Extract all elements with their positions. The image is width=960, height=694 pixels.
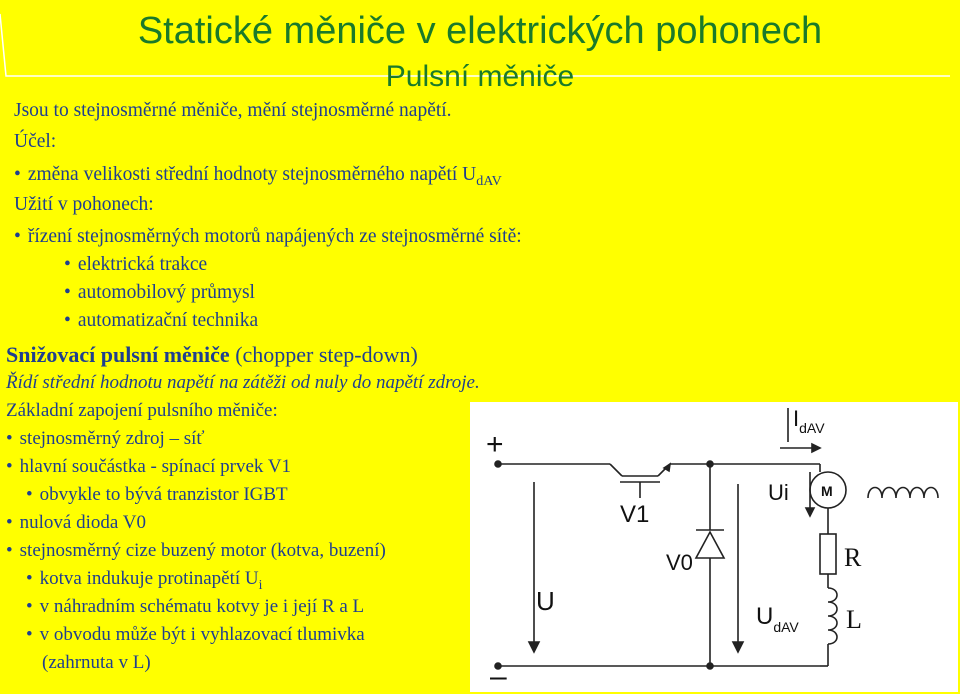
emf-label: Ui <box>768 480 789 505</box>
basic-item-1: • stejnosměrný zdroj – síť <box>6 428 205 450</box>
slide-subtitle <box>0 60 960 94</box>
switch-v1-symbol <box>610 464 670 498</box>
resistor-label: R <box>844 543 862 572</box>
section-description: Řídí střední hodnotu napětí na zátěži od nuly do napětí zdroje. <box>6 372 480 393</box>
basic-item-4: • nulová dioda V0 <box>6 512 146 534</box>
equivalent-item: • v náhradním schématu kotvy je i její R a L <box>26 596 364 618</box>
plus-label: + <box>486 428 504 461</box>
section-heading <box>6 342 418 368</box>
load-voltage-subscript: dAV <box>773 619 799 635</box>
load-voltage-label <box>756 603 799 635</box>
purpose-item-subscript: dAV <box>476 172 502 189</box>
diode-v0-symbol <box>696 461 724 669</box>
purpose-heading: Účel: <box>14 131 57 152</box>
basic-item-5: • stejnosměrný cize buzený motor (kotva, buzení) <box>6 540 386 562</box>
emf-item-text: kotva indukuje protinapětí U <box>39 568 259 589</box>
use-subitem-1: • elektrická trakce <box>64 254 207 276</box>
inductor-symbol <box>828 588 837 644</box>
motor-label: M <box>821 483 833 499</box>
use-item: • řízení stejnosměrných motorů napájených ze stejnosměrné sítě: <box>14 226 522 248</box>
choke-item-continuation: (zahrnuta v L) <box>42 652 151 673</box>
use-heading: Užití v pohonech: <box>14 194 154 215</box>
use-subitem-3: • automatizační technika <box>64 310 258 332</box>
intro-text: Jsou to stejnosměrné měniče, mění stejnosměrné napětí. <box>14 100 452 121</box>
diode-label: V0 <box>666 550 693 575</box>
purpose-item-text: změna velikosti střední hodnoty stejnosměrného napětí U <box>27 164 477 185</box>
emf-item-subscript: i <box>258 576 263 592</box>
minus-label: – <box>490 660 507 692</box>
slide-title: Statické měniče v elektrických pohonech <box>137 10 823 52</box>
circuit-diagram <box>470 402 958 692</box>
section-heading-bold: Snižovací pulsní měniče <box>6 342 230 367</box>
load-voltage-main: U <box>756 603 774 630</box>
use-subitem-2: • automobilový průmysl <box>64 282 255 304</box>
switch-label: V1 <box>620 501 650 528</box>
source-voltage-label: U <box>536 586 555 616</box>
emf-item <box>26 568 262 593</box>
section-heading-rest: (chopper step-down) <box>229 342 418 367</box>
current-label-subscript: dAV <box>799 420 825 436</box>
purpose-item <box>14 164 502 190</box>
basic-item-2: • hlavní součástka - spínací prvek V1 <box>6 456 291 478</box>
excitation-winding-symbol <box>868 488 938 499</box>
inductor-label: L <box>846 605 862 634</box>
circuit-svg <box>470 402 958 692</box>
plus-terminal <box>495 461 501 467</box>
basic-heading: Základní zapojení pulsního měniče: <box>6 400 278 421</box>
basic-item-3: • obvykle to bývá tranzistor IGBT <box>26 484 288 506</box>
current-label <box>793 406 825 436</box>
resistor-symbol <box>820 534 836 574</box>
choke-item: • v obvodu může být i vyhlazovací tlumivka <box>26 624 365 646</box>
current-label-main: I <box>793 406 800 431</box>
slide-subtitle-text: Pulsní měniče <box>385 60 575 93</box>
